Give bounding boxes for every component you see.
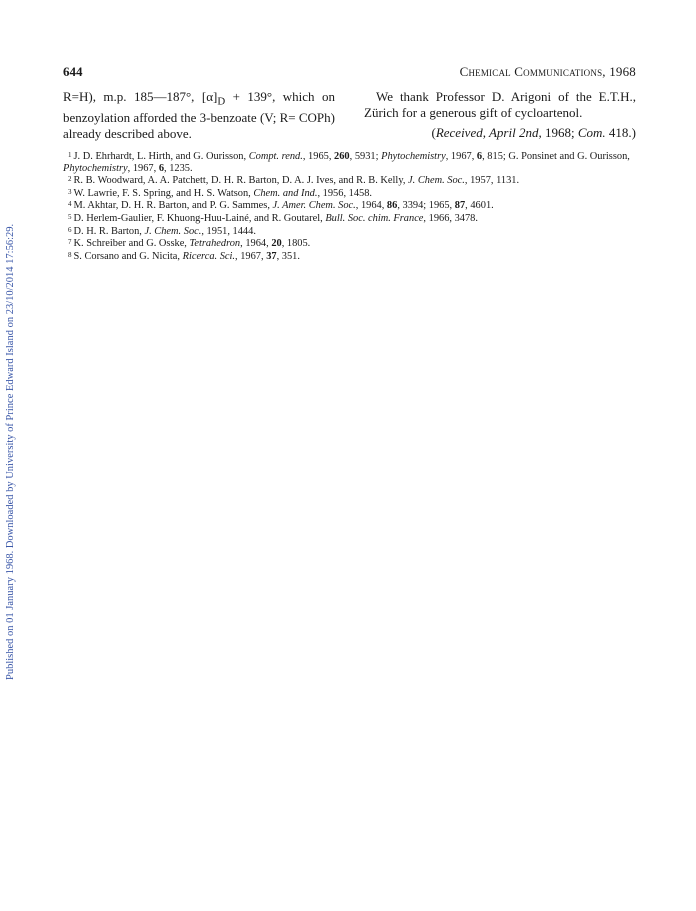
reference-text: J. Amer. Chem. Soc. [272, 200, 356, 212]
reference-text: , 1805. [281, 238, 311, 250]
reference-text: , 3394; 1965, [397, 200, 455, 212]
reference-number: 8 [68, 250, 72, 259]
left-line-1-end: + 139°, which on [225, 89, 335, 104]
reference-text: K. Schreiber and G. Osske, [73, 238, 190, 250]
reference-item [63, 150, 643, 174]
reference-text: J. Chem. Soc. [144, 225, 202, 237]
reference-item [63, 225, 643, 238]
reference-text: W. Lawrie, F. S. Spring, and H. S. Watson, [73, 187, 254, 199]
reference-number: 7 [68, 238, 72, 247]
reference-text: , 1235. [164, 162, 193, 174]
reference-number: 3 [68, 187, 72, 196]
communication-number: 418.) [605, 125, 636, 140]
reference-text: , 1965, [302, 151, 335, 162]
reference-text: , 1964, [240, 238, 272, 250]
reference-number: 4 [68, 200, 72, 209]
journal-year: 1968 [609, 64, 636, 79]
reference-text: J. Chem. Soc. [408, 175, 465, 187]
reference-text: D. H. R. Barton, [73, 225, 145, 237]
download-watermark [2, 0, 20, 911]
reference-text: , 1956, 1458. [317, 187, 373, 199]
reference-item [63, 237, 643, 250]
reference-number: 2 [68, 175, 72, 184]
reference-text: 6 [476, 151, 483, 162]
reference-item [63, 174, 643, 187]
journal-name: Chemical Communications, [459, 64, 606, 79]
reference-text: S. Corsano and G. Nicita, [73, 250, 183, 262]
reference-number: 6 [68, 225, 72, 234]
download-notice: Published on 01 January 1968. Downloaded by University of Prince Edward Island on 23/10/2014 17:56:29. [5, 223, 16, 680]
reference-text: 260 [334, 151, 350, 162]
received-year: 1968; [541, 125, 578, 140]
reference-text: , 351. [276, 250, 300, 262]
references-list [63, 150, 643, 262]
left-line-2: benzoylation afforded the 3-benzoate (V; R= [63, 109, 296, 125]
reference-number: 1 [68, 151, 72, 159]
received-line: (Received, April 2nd, 1968; Com. 418.) [431, 125, 636, 140]
reference-text: , 5931; [349, 151, 382, 162]
received-date: Received, April 2nd, [435, 125, 542, 140]
reference-text: , 1957, 1131. [464, 175, 520, 187]
reference-text: , 1964, [355, 200, 387, 212]
reference-text: 86 [386, 200, 398, 212]
reference-text: Tetrahedron [189, 238, 241, 250]
reference-text: Bull. Soc. chim. France [325, 212, 424, 224]
page-number: 644 [63, 64, 83, 79]
optical-rotation-subscript: D [217, 95, 226, 108]
reference-item [63, 212, 643, 225]
reference-item [63, 187, 643, 200]
reference-text: 87 [454, 200, 466, 212]
left-line-1: R=H), m.p. 185—187°, [α] [63, 89, 218, 104]
reference-text: 20 [271, 238, 282, 250]
reference-text: Phytochemistry [381, 151, 446, 162]
left-line-3: COPh) already described above. [63, 109, 335, 141]
reference-number: 5 [68, 212, 72, 221]
reference-text: , 815; G. Ponsinet and G. Ourisson, [482, 151, 630, 162]
reference-text: Phytochemistry [63, 162, 128, 174]
reference-text: , 1951, 1444. [201, 225, 256, 237]
reference-text: J. D. Ehrhardt, L. Hirth, and G. Ourisson, [73, 151, 249, 162]
left-column-text [63, 89, 335, 142]
reference-text: , 1967, [127, 162, 159, 174]
reference-text: 37 [266, 250, 277, 262]
reference-text: 6 [158, 162, 165, 174]
right-column-text [364, 89, 636, 121]
reference-item [63, 250, 643, 263]
reference-text: , 4601. [465, 200, 494, 212]
reference-text: Compt. rend. [248, 151, 303, 162]
reference-text: D. Herlem-Gaulier, F. Khuong-Huu-Lainé, and R. Goutarel, [73, 212, 326, 224]
acknowledgement: We thank Professor D. Arigoni of the E.T.H., Zürich for a generous gift of cycloartenol. [364, 89, 636, 120]
reference-text: Chem. and Ind. [253, 187, 318, 199]
reference-text: Ricerca. Sci. [182, 250, 236, 262]
reference-text: R. B. Woodward, A. A. Patchett, D. H. R. Barton, D. A. J. Ives, and R. B. Kelly, [73, 175, 409, 187]
communication-label: Com. [577, 125, 606, 140]
reference-text: , 1967, [235, 250, 267, 262]
reference-text: , 1966, 3478. [423, 212, 478, 224]
reference-text: , 1967, [445, 151, 477, 162]
reference-text: M. Akhtar, D. H. R. Barton, and P. G. Sammes, [73, 200, 273, 212]
running-header [360, 64, 636, 80]
reference-item [63, 199, 643, 212]
